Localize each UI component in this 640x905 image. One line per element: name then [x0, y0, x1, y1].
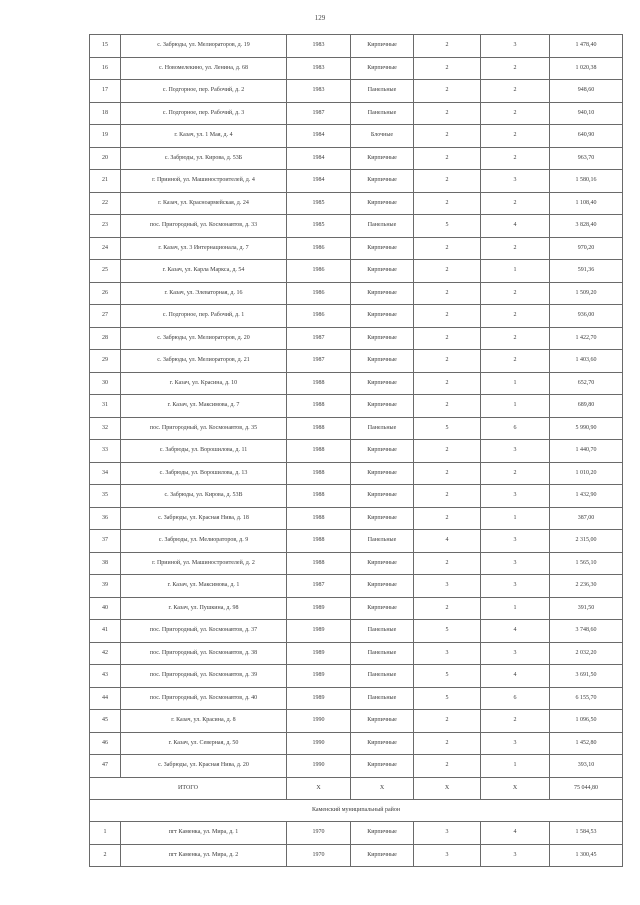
- total-floors-cell: Х: [414, 777, 481, 800]
- address-cell: с. Забрюды, ул. Мелиораторов, д. 9: [121, 530, 287, 553]
- wall-material-cell: Кирпичные: [351, 305, 414, 328]
- total-row: [90, 777, 623, 800]
- wall-material-cell: Кирпичные: [351, 395, 414, 418]
- floors-cell: 5: [414, 215, 481, 238]
- year-built-cell: 1988: [287, 552, 351, 575]
- row-number-cell: 36: [90, 507, 121, 530]
- row-number-cell: 44: [90, 687, 121, 710]
- wall-material-cell: Кирпичные: [351, 372, 414, 395]
- area-cell: 1 403,60: [550, 350, 623, 373]
- year-built-cell: 1988: [287, 395, 351, 418]
- year-built-cell: 1990: [287, 710, 351, 733]
- floors-cell: 5: [414, 417, 481, 440]
- table-row: [90, 80, 623, 103]
- wall-material-cell: Кирпичные: [351, 192, 414, 215]
- area-cell: 1 565,10: [550, 552, 623, 575]
- area-cell: 940,10: [550, 102, 623, 125]
- entrances-cell: 3: [481, 575, 550, 598]
- year-built-cell: 1985: [287, 192, 351, 215]
- floors-cell: 3: [414, 822, 481, 845]
- address-cell: с. Забрюды, ул. Мелиораторов, д. 20: [121, 327, 287, 350]
- table-row: [90, 732, 623, 755]
- address-cell: с. Забрюды, ул. Кирова, д. 53В: [121, 485, 287, 508]
- table-row: [90, 282, 623, 305]
- year-built-cell: 1984: [287, 147, 351, 170]
- area-cell: 1 580,16: [550, 170, 623, 193]
- year-built-cell: 1988: [287, 507, 351, 530]
- floors-cell: 2: [414, 80, 481, 103]
- row-number-cell: 20: [90, 147, 121, 170]
- wall-material-cell: Панельные: [351, 102, 414, 125]
- address-cell: г. Казач, ул. Максимова, д. 1: [121, 575, 287, 598]
- area-cell: 1 020,38: [550, 57, 623, 80]
- wall-material-cell: Кирпичные: [351, 350, 414, 373]
- total-area-cell: 75 044,80: [550, 777, 623, 800]
- entrances-cell: 2: [481, 350, 550, 373]
- floors-cell: 2: [414, 732, 481, 755]
- year-built-cell: 1987: [287, 350, 351, 373]
- entrances-cell: 3: [481, 732, 550, 755]
- entrances-cell: 1: [481, 372, 550, 395]
- wall-material-cell: Кирпичные: [351, 822, 414, 845]
- floors-cell: 2: [414, 485, 481, 508]
- wall-material-cell: Кирпичные: [351, 462, 414, 485]
- wall-material-cell: Кирпичные: [351, 170, 414, 193]
- address-cell: пос. Пригородный, ул. Космонавтов, д. 33: [121, 215, 287, 238]
- table-row: [90, 642, 623, 665]
- area-cell: 3 748,60: [550, 620, 623, 643]
- area-cell: 948,60: [550, 80, 623, 103]
- wall-material-cell: Панельные: [351, 642, 414, 665]
- year-built-cell: 1986: [287, 260, 351, 283]
- year-built-cell: 1970: [287, 844, 351, 867]
- entrances-cell: 3: [481, 485, 550, 508]
- area-cell: 652,70: [550, 372, 623, 395]
- year-built-cell: 1988: [287, 440, 351, 463]
- area-cell: 1 422,70: [550, 327, 623, 350]
- area-cell: 970,20: [550, 237, 623, 260]
- year-built-cell: 1987: [287, 575, 351, 598]
- year-built-cell: 1983: [287, 57, 351, 80]
- area-cell: 1 010,20: [550, 462, 623, 485]
- wall-material-cell: Кирпичные: [351, 485, 414, 508]
- address-cell: г. Казач, ул. 1 Мая, д. 4: [121, 125, 287, 148]
- area-cell: 1 108,40: [550, 192, 623, 215]
- entrances-cell: 3: [481, 642, 550, 665]
- row-number-cell: 2: [90, 844, 121, 867]
- area-cell: 387,00: [550, 507, 623, 530]
- wall-material-cell: Панельные: [351, 530, 414, 553]
- floors-cell: 2: [414, 327, 481, 350]
- address-cell: с. Подгорное, пер. Рабочий, д. 1: [121, 305, 287, 328]
- wall-material-cell: Кирпичные: [351, 552, 414, 575]
- entrances-cell: 2: [481, 125, 550, 148]
- floors-cell: 2: [414, 305, 481, 328]
- page-number: 129: [314, 14, 326, 22]
- row-number-cell: 17: [90, 80, 121, 103]
- entrances-cell: 4: [481, 215, 550, 238]
- area-cell: 591,36: [550, 260, 623, 283]
- row-number-cell: 34: [90, 462, 121, 485]
- year-built-cell: 1983: [287, 80, 351, 103]
- floors-cell: 2: [414, 170, 481, 193]
- floors-cell: 2: [414, 552, 481, 575]
- table-row: [90, 687, 623, 710]
- wall-material-cell: Кирпичные: [351, 710, 414, 733]
- table-row: [90, 552, 623, 575]
- floors-cell: 2: [414, 710, 481, 733]
- address-cell: г. Казач, ул. Карла Маркса, д. 54: [121, 260, 287, 283]
- row-number-cell: 35: [90, 485, 121, 508]
- entrances-cell: 1: [481, 597, 550, 620]
- table-row: [90, 350, 623, 373]
- entrances-cell: 2: [481, 147, 550, 170]
- wall-material-cell: Кирпичные: [351, 575, 414, 598]
- table-row: [90, 102, 623, 125]
- address-cell: пос. Пригородный, ул. Космонавтов, д. 38: [121, 642, 287, 665]
- floors-cell: 2: [414, 260, 481, 283]
- address-cell: с. Подгорное, пер. Рабочий, д. 3: [121, 102, 287, 125]
- year-built-cell: 1988: [287, 372, 351, 395]
- area-cell: 6 155,70: [550, 687, 623, 710]
- entrances-cell: 3: [481, 844, 550, 867]
- address-cell: пос. Пригородный, ул. Космонавтов, д. 40: [121, 687, 287, 710]
- wall-material-cell: Кирпичные: [351, 282, 414, 305]
- floors-cell: 2: [414, 440, 481, 463]
- row-number-cell: 37: [90, 530, 121, 553]
- row-number-cell: 39: [90, 575, 121, 598]
- address-cell: г. Казач, ул. Элеваторная, д. 16: [121, 282, 287, 305]
- floors-cell: 2: [414, 57, 481, 80]
- year-built-cell: 1990: [287, 732, 351, 755]
- wall-material-cell: Кирпичные: [351, 755, 414, 778]
- entrances-cell: 2: [481, 282, 550, 305]
- row-number-cell: 42: [90, 642, 121, 665]
- year-built-cell: 1989: [287, 687, 351, 710]
- row-number-cell: 25: [90, 260, 121, 283]
- row-number-cell: 28: [90, 327, 121, 350]
- address-cell: г. Казач, ул. 3 Интернационала, д. 7: [121, 237, 287, 260]
- row-number-cell: 1: [90, 822, 121, 845]
- row-number-cell: 41: [90, 620, 121, 643]
- table-row: [90, 620, 623, 643]
- row-number-cell: 19: [90, 125, 121, 148]
- row-number-cell: 31: [90, 395, 121, 418]
- address-cell: с. Забрюды, ул. Ворошилова, д. 13: [121, 462, 287, 485]
- area-cell: 3 828,40: [550, 215, 623, 238]
- year-built-cell: 1986: [287, 305, 351, 328]
- table-row: [90, 575, 623, 598]
- address-cell: г. Казач, ул. Максимова, д. 7: [121, 395, 287, 418]
- address-cell: с. Забрюды, ул. Кирова, д. 53Б: [121, 147, 287, 170]
- table-row: [90, 57, 623, 80]
- floors-cell: 2: [414, 102, 481, 125]
- floors-cell: 2: [414, 282, 481, 305]
- row-number-cell: 18: [90, 102, 121, 125]
- entrances-cell: 6: [481, 687, 550, 710]
- floors-cell: 5: [414, 620, 481, 643]
- area-cell: 2 315,00: [550, 530, 623, 553]
- row-number-cell: 30: [90, 372, 121, 395]
- table-row: [90, 822, 623, 845]
- table-row: [90, 417, 623, 440]
- area-cell: 1 509,20: [550, 282, 623, 305]
- table-row: [90, 755, 623, 778]
- wall-material-cell: Кирпичные: [351, 327, 414, 350]
- table-row: [90, 597, 623, 620]
- total-material-cell: Х: [351, 777, 414, 800]
- floors-cell: 2: [414, 507, 481, 530]
- entrances-cell: 3: [481, 530, 550, 553]
- row-number-cell: 27: [90, 305, 121, 328]
- year-built-cell: 1986: [287, 282, 351, 305]
- table-row: [90, 844, 623, 867]
- wall-material-cell: Кирпичные: [351, 844, 414, 867]
- floors-cell: 3: [414, 575, 481, 598]
- address-cell: г. Прииной, ул. Машиностроителей, д. 2: [121, 552, 287, 575]
- entrances-cell: 2: [481, 305, 550, 328]
- area-cell: 640,90: [550, 125, 623, 148]
- entrances-cell: 2: [481, 710, 550, 733]
- wall-material-cell: Кирпичные: [351, 597, 414, 620]
- floors-cell: 2: [414, 192, 481, 215]
- row-number-cell: 32: [90, 417, 121, 440]
- wall-material-cell: Кирпичные: [351, 440, 414, 463]
- table-body: [90, 35, 623, 867]
- wall-material-cell: Панельные: [351, 215, 414, 238]
- address-cell: с. Забрюды, ул. Мелиораторов, д. 19: [121, 35, 287, 58]
- address-cell: пос. Пригородный, ул. Космонавтов, д. 39: [121, 665, 287, 688]
- table-row: [90, 147, 623, 170]
- entrances-cell: 2: [481, 462, 550, 485]
- row-number-cell: 33: [90, 440, 121, 463]
- row-number-cell: 40: [90, 597, 121, 620]
- section-title: Каменский муниципальный район: [90, 800, 623, 822]
- row-number-cell: 26: [90, 282, 121, 305]
- table-row: [90, 440, 623, 463]
- wall-material-cell: Кирпичные: [351, 732, 414, 755]
- year-built-cell: 1983: [287, 35, 351, 58]
- table-row: [90, 170, 623, 193]
- table-row: [90, 530, 623, 553]
- year-built-cell: 1989: [287, 642, 351, 665]
- area-cell: 1 300,45: [550, 844, 623, 867]
- wall-material-cell: Кирпичные: [351, 57, 414, 80]
- entrances-cell: 6: [481, 417, 550, 440]
- entrances-cell: 2: [481, 192, 550, 215]
- table-row: [90, 35, 623, 58]
- address-cell: с. Новомелекино, ул. Ленина, д. 68: [121, 57, 287, 80]
- floors-cell: 2: [414, 462, 481, 485]
- table-row: [90, 327, 623, 350]
- row-number-cell: 38: [90, 552, 121, 575]
- row-number-cell: 45: [90, 710, 121, 733]
- floors-cell: 2: [414, 125, 481, 148]
- floors-cell: 3: [414, 642, 481, 665]
- table-row: [90, 507, 623, 530]
- row-number-cell: 22: [90, 192, 121, 215]
- address-cell: пгт Каменка, ул. Мира, д. 1: [121, 822, 287, 845]
- address-cell: г. Казач, ул. Красина, д. 8: [121, 710, 287, 733]
- table-row: [90, 665, 623, 688]
- address-cell: г. Казач, ул. Северная, д. 50: [121, 732, 287, 755]
- floors-cell: 2: [414, 147, 481, 170]
- area-cell: 393,10: [550, 755, 623, 778]
- entrances-cell: 4: [481, 822, 550, 845]
- entrances-cell: 2: [481, 327, 550, 350]
- floors-cell: 2: [414, 237, 481, 260]
- floors-cell: 2: [414, 395, 481, 418]
- wall-material-cell: Кирпичные: [351, 147, 414, 170]
- year-built-cell: 1986: [287, 237, 351, 260]
- area-cell: 2 236,30: [550, 575, 623, 598]
- address-cell: г. Казач, ул. Пушкина, д. 98: [121, 597, 287, 620]
- year-built-cell: 1988: [287, 417, 351, 440]
- table-row: [90, 237, 623, 260]
- area-cell: 5 990,90: [550, 417, 623, 440]
- wall-material-cell: Кирпичные: [351, 237, 414, 260]
- area-cell: 391,50: [550, 597, 623, 620]
- address-cell: с. Забрюды, ул. Мелиораторов, д. 21: [121, 350, 287, 373]
- area-cell: 689,80: [550, 395, 623, 418]
- entrances-cell: 3: [481, 440, 550, 463]
- table-row: [90, 462, 623, 485]
- floors-cell: 2: [414, 35, 481, 58]
- section-row: [90, 800, 623, 822]
- table-row: [90, 485, 623, 508]
- floors-cell: 2: [414, 597, 481, 620]
- entrances-cell: 3: [481, 35, 550, 58]
- entrances-cell: 1: [481, 395, 550, 418]
- table-row: [90, 215, 623, 238]
- wall-material-cell: Панельные: [351, 620, 414, 643]
- entrances-cell: 2: [481, 57, 550, 80]
- address-cell: с. Забрюды, ул. Красная Нива, д. 18: [121, 507, 287, 530]
- wall-material-cell: Кирпичные: [351, 35, 414, 58]
- year-built-cell: 1970: [287, 822, 351, 845]
- wall-material-cell: Панельные: [351, 80, 414, 103]
- wall-material-cell: Кирпичные: [351, 260, 414, 283]
- area-cell: 1 096,50: [550, 710, 623, 733]
- total-year-cell: Х: [287, 777, 351, 800]
- address-cell: пос. Пригородный, ул. Космонавтов, д. 35: [121, 417, 287, 440]
- year-built-cell: 1989: [287, 597, 351, 620]
- area-cell: 1 440,70: [550, 440, 623, 463]
- year-built-cell: 1984: [287, 170, 351, 193]
- floors-cell: 2: [414, 372, 481, 395]
- area-cell: 1 584,53: [550, 822, 623, 845]
- table-row: [90, 125, 623, 148]
- total-label: ИТОГО: [90, 777, 287, 800]
- entrances-cell: 1: [481, 755, 550, 778]
- row-number-cell: 24: [90, 237, 121, 260]
- address-cell: пос. Пригородный, ул. Космонавтов, д. 37: [121, 620, 287, 643]
- wall-material-cell: Панельные: [351, 687, 414, 710]
- year-built-cell: 1985: [287, 215, 351, 238]
- entrances-cell: 2: [481, 237, 550, 260]
- area-cell: 1 432,90: [550, 485, 623, 508]
- row-number-cell: 21: [90, 170, 121, 193]
- table-row: [90, 260, 623, 283]
- table-row: [90, 305, 623, 328]
- floors-cell: 5: [414, 665, 481, 688]
- row-number-cell: 23: [90, 215, 121, 238]
- entrances-cell: 4: [481, 665, 550, 688]
- area-cell: 2 032,20: [550, 642, 623, 665]
- row-number-cell: 47: [90, 755, 121, 778]
- floors-cell: 3: [414, 844, 481, 867]
- address-cell: г. Прииной, ул. Машиностроителей, д. 4: [121, 170, 287, 193]
- table-row: [90, 192, 623, 215]
- entrances-cell: 1: [481, 260, 550, 283]
- floors-cell: 5: [414, 687, 481, 710]
- area-cell: 3 691,50: [550, 665, 623, 688]
- row-number-cell: 43: [90, 665, 121, 688]
- floors-cell: 2: [414, 755, 481, 778]
- row-number-cell: 46: [90, 732, 121, 755]
- entrances-cell: 4: [481, 620, 550, 643]
- year-built-cell: 1988: [287, 462, 351, 485]
- address-cell: с. Забрюды, ул. Ворошилова, д. 11: [121, 440, 287, 463]
- entrances-cell: 3: [481, 170, 550, 193]
- address-cell: с. Забрюды, ул. Красная Нива, д. 20: [121, 755, 287, 778]
- wall-material-cell: Блочные: [351, 125, 414, 148]
- year-built-cell: 1984: [287, 125, 351, 148]
- area-cell: 1 478,40: [550, 35, 623, 58]
- address-cell: пгт Каменка, ул. Мира, д. 2: [121, 844, 287, 867]
- year-built-cell: 1989: [287, 665, 351, 688]
- address-cell: г. Казач, ул. Красноармейская, д. 24: [121, 192, 287, 215]
- area-cell: 1 452,80: [550, 732, 623, 755]
- floors-cell: 2: [414, 350, 481, 373]
- year-built-cell: 1987: [287, 102, 351, 125]
- entrances-cell: 2: [481, 80, 550, 103]
- area-cell: 963,70: [550, 147, 623, 170]
- address-cell: с. Подгорное, пер. Рабочий, д. 2: [121, 80, 287, 103]
- year-built-cell: 1988: [287, 485, 351, 508]
- table-row: [90, 395, 623, 418]
- table-row: [90, 710, 623, 733]
- entrances-cell: 2: [481, 102, 550, 125]
- total-entrances-cell: Х: [481, 777, 550, 800]
- wall-material-cell: Панельные: [351, 417, 414, 440]
- wall-material-cell: Кирпичные: [351, 507, 414, 530]
- row-number-cell: 15: [90, 35, 121, 58]
- floors-cell: 4: [414, 530, 481, 553]
- row-number-cell: 29: [90, 350, 121, 373]
- wall-material-cell: Панельные: [351, 665, 414, 688]
- table-row: [90, 372, 623, 395]
- row-number-cell: 16: [90, 57, 121, 80]
- entrances-cell: 1: [481, 507, 550, 530]
- year-built-cell: 1988: [287, 530, 351, 553]
- address-cell: г. Казач, ул. Красина, д. 10: [121, 372, 287, 395]
- year-built-cell: 1987: [287, 327, 351, 350]
- year-built-cell: 1990: [287, 755, 351, 778]
- housing-registry-table: [89, 34, 623, 867]
- area-cell: 936,00: [550, 305, 623, 328]
- year-built-cell: 1989: [287, 620, 351, 643]
- entrances-cell: 3: [481, 552, 550, 575]
